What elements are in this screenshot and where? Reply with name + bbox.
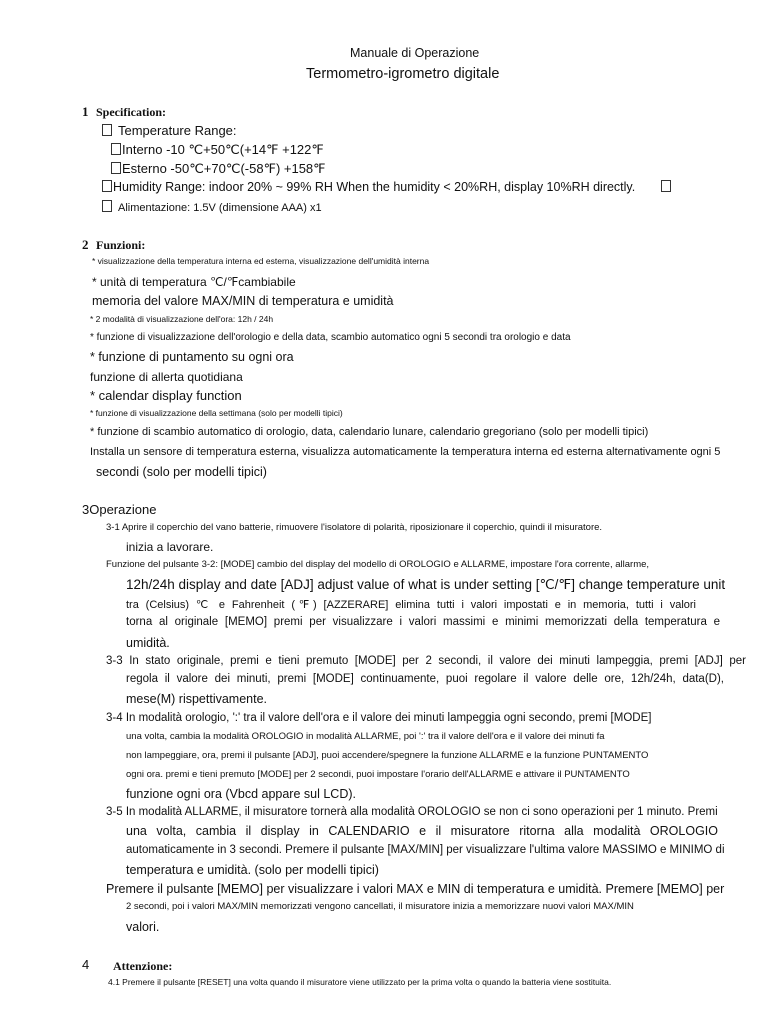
section2-heading: Funzioni: (96, 238, 146, 252)
operation-line: una volta, cambia il display in CALENDARIO e il misuratore ritorna alla modalità OROLOGIO (126, 824, 718, 838)
function-line: Installa un sensore di temperatura esterna, visualizza automaticamente la temperatura interna ed esterna alternativamente ogni 5 (90, 446, 721, 458)
function-line: * funzione di visualizzazione della settimana (solo per modelli tipici) (90, 408, 343, 418)
operation-line: funzione ogni ora (Vbcd appare sul LCD). (126, 787, 356, 801)
function-line: * funzione di scambio automatico di orologio, data, calendario lunare, calendario gregoriano (solo per modelli tipici) (90, 426, 649, 438)
operation-line: una volta, cambia la modalità OROLOGIO in modalità ALLARME, poi ':' tra il valore dell'ora e il valore dei minuti fa (126, 731, 605, 742)
checkbox-glyph-icon (102, 180, 112, 192)
operation-line: 3-5 In modalità ALLARME, il misuratore tornerà alla modalità OROLOGIO se non ci sono operazioni per 1 minuto. Premi (106, 806, 718, 818)
section2-number: 2 (82, 237, 89, 252)
operation-line: inizia a lavorare. (126, 540, 214, 554)
function-line: funzione di allerta quotidiana (90, 370, 243, 384)
checkbox-glyph-icon (661, 180, 671, 192)
operation-line: Funzione del pulsante 3-2: [MODE] cambio del display del modello di OROLOGIO e ALLARME, impostare l'ora corrente, allarme, (106, 559, 650, 570)
operation-line: torna al originale [MEMO] premi per visualizzare i valori massimi e minimi memorizzati della temperatura e (126, 616, 720, 628)
function-line: * funzione di visualizzazione dell'orologio e della data, scambio automatico ogni 5 secondi tra orologio e data (90, 332, 571, 343)
operation-line: ogni ora. premi e tieni premuto [MODE] per 2 secondi, puoi impostare l'orario dell'ALLARME e attivare il PUNTAMENTO (126, 769, 630, 780)
checkbox-glyph-icon (102, 200, 112, 212)
section1-number: 1 (82, 104, 89, 119)
spec-line: Interno -10 ℃+50℃(+14℉ +122℉ (111, 142, 324, 158)
operation-line: mese(M) rispettivamente. (126, 692, 268, 706)
operation-line: valori. (126, 920, 160, 934)
checkbox-glyph-icon (111, 162, 121, 174)
doc-title-line1: Manuale di Operazione (350, 46, 480, 60)
function-line: * unità di temperatura ℃/℉cambiabile (92, 275, 296, 289)
doc-title-line2: Termometro-igrometro digitale (306, 66, 500, 82)
function-line: * 2 modalità di visualizzazione dell'ora: 12h / 24h (90, 314, 274, 324)
checkbox-glyph-icon (102, 124, 112, 136)
attention-line: 4.1 Premere il pulsante [RESET] una volta quando il misuratore viene utilizzato per la prima volta o quando la batteria viene sostituita. (108, 977, 612, 987)
spec-line: Alimentazione: 1.5V (dimensione AAA) x1 (102, 200, 322, 214)
operation-line: 2 secondi, poi i valori MAX/MIN memorizzati vengono cancellati, il misuratore inizia a memorizzare nuovi valori MAX/MIN (126, 901, 634, 912)
checkbox-glyph-icon (111, 143, 121, 155)
section4-heading: Attenzione: (113, 959, 173, 973)
operation-line: 3-4 In modalità orologio, ':' tra il valore dell'ora e il valore dei minuti lampeggia ogni secondo, premi [MODE] (106, 712, 652, 724)
operation-line: umidità. (126, 636, 170, 650)
spec-line: Humidity Range: indoor 20% ~ 99% RH When the humidity < 20%RH, display 10%RH directly. (102, 180, 677, 194)
operation-line: temperatura e umidità. (solo per modelli tipici) (126, 863, 379, 877)
function-line: * visualizzazione della temperatura interna ed esterna, visualizzazione dell'umidità interna (92, 256, 430, 266)
section4-number: 4 (82, 957, 90, 972)
operation-line: non lampeggiare, ora, premi il pulsante [ADJ], puoi accendere/spegnere la funzione ALLARME e la funzione PUNTAMENTO (126, 750, 649, 761)
function-line: * funzione di puntamento su ogni ora (90, 350, 294, 364)
function-line: memoria del valore MAX/MIN di temperatura e umidità (92, 294, 394, 308)
function-line: secondi (solo per modelli tipici) (96, 465, 267, 479)
spec-line: Esterno -50℃+70℃(-58℉) +158℉ (111, 161, 326, 177)
section3-heading: 3Operazione (82, 502, 157, 517)
operation-line: 3-3 In stato originale, premi e tieni premuto [MODE] per 2 secondi, il valore dei minuti lampeggia, premi [ADJ] per (106, 655, 746, 667)
function-line: * calendar display function (90, 388, 242, 403)
operation-line: regola il valore dei minuti, premi [MODE] continuamente, puoi regolare il valore delle ore, 12h/24h, data(D), (126, 673, 724, 685)
operation-line: 3-1 Aprire il coperchio del vano batterie, rimuovere l'isolatore di polarità, riposizionare il coperchio, quindi il misuratore. (106, 522, 603, 533)
operation-line: 12h/24h display and date [ADJ] adjust value of what is under setting [℃/℉] change temperature unit (126, 577, 726, 592)
operation-line: automaticamente in 3 secondi. Premere il pulsante [MAX/MIN] per visualizzare l'ultima valore MASSIMO e MINIMO di (126, 844, 725, 856)
operation-line: tra (Celsius) ℃ e Fahrenheit (℉) [AZZERARE] elimina tutti i valori impostati e in memoria, tutti i valori (126, 599, 696, 611)
spec-line: Temperature Range: (102, 123, 237, 138)
section1-heading: Specification: (96, 105, 166, 119)
operation-line: Premere il pulsante [MEMO] per visualizzare i valori MAX e MIN di temperatura e umidità. Premere [MEMO] per (106, 882, 725, 896)
